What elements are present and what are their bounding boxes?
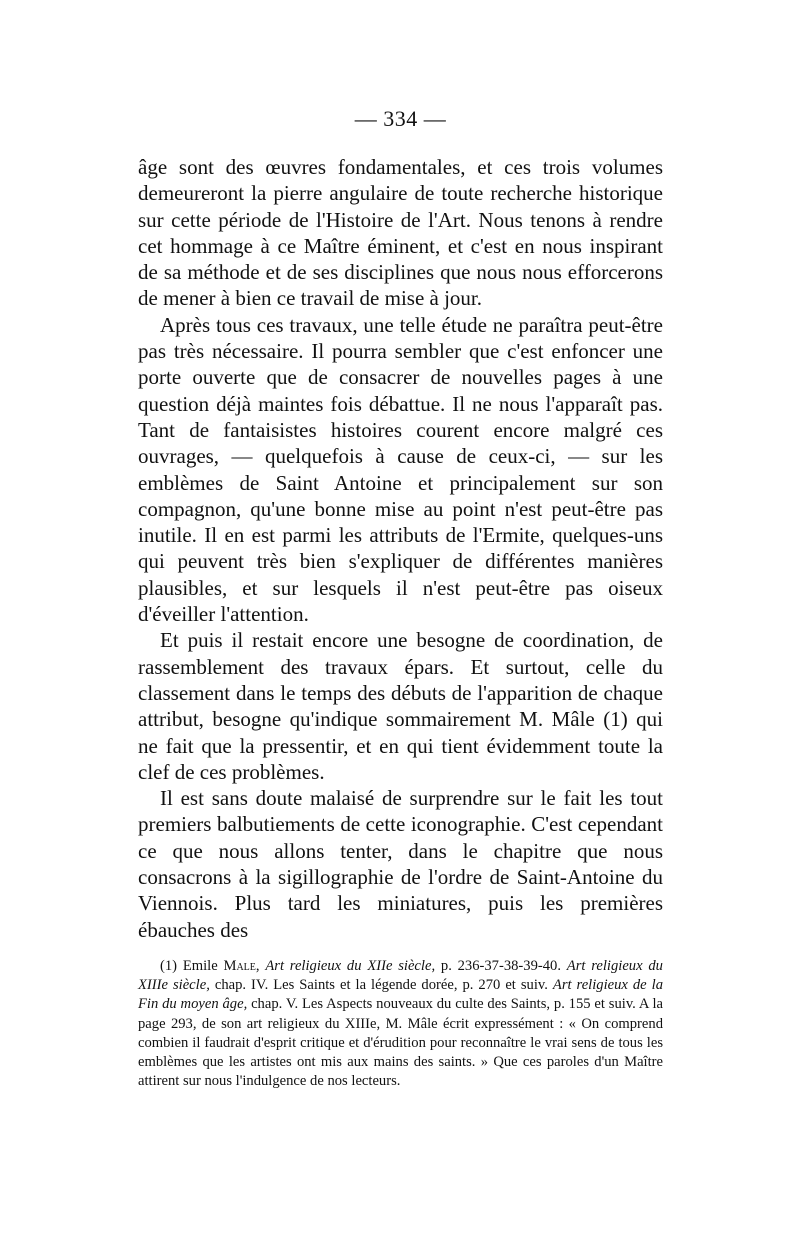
footnotes	[138, 957, 663, 1091]
body-text	[138, 154, 663, 943]
footnote-author-last: Male,	[223, 957, 260, 974]
footnote-marker: (1)	[160, 957, 178, 974]
footnote-title-3: Art religieux de la Fin du moyen âge,	[138, 977, 664, 1013]
paragraph-3: Et puis il restait encore une besogne de coordination, de rassemblement des travaux épars. Et surtout, celle du classement dans le temps des débuts de l'apparition de chaque attribut, besogne qu'indique sommairement M. Mâle (1) qui ne fait que la pressentir, et en qui tient évidemment toute la clef de ces problèmes.	[138, 628, 663, 784]
paragraph-2: Après tous ces travaux, une telle étude ne paraîtra peut-être pas très nécessaire. Il pourra sembler que c'est enfoncer une porte ouverte que de consacrer de nouvelles pages à une question déjà maintes fois débattue. Il ne nous l'apparaît pas. Tant de fantaisistes histoires courent encore malgré ces ouvrages, — quelquefois à cause de ceux-ci, — sur les emblèmes de Saint Antoine et principalement sur son compagnon, qu'une bonne mise au point n'est peut-être pas inutile. Il en est parmi les attributs de l'Ermite, quelques-uns qui peuvent très bien s'expliquer de différentes manières plausibles, et sur lesquels il n'est peut-être pas oiseux d'éveiller l'attention.	[138, 312, 663, 627]
footnote-author-first: Emile	[182, 957, 218, 974]
page-number: — 334 —	[354, 106, 447, 131]
footnote-segment-1: p. 236-37-38-39-40.	[440, 957, 561, 974]
footnote-title-2: Art religieux du XIIIe siècle,	[138, 957, 663, 994]
paragraph-4: Il est sans doute malaisé de surprendre sur le fait les tout premiers balbutiements de cette iconographie. C'est cependant ce que nous allons tenter, dans le chapitre que nous consacrons à la sigillographie de l'ordre de Saint-Antoine du Viennois. Plus tard les miniatures, puis les premières ébauches des	[138, 786, 663, 942]
footnote-1	[138, 957, 663, 1091]
footnote-segment-2: chap. IV. Les Saints et la légende dorée, p. 270 et suiv.	[214, 977, 548, 994]
footnote-segment-3: chap. V. Les Aspects nouveaux du culte des Saints, p. 155 et suiv. A la page 293, de son art religieux du XIIIe, M. Mâle écrit expressément : « On comprend combien il faudrait d'esprit critique et d'érudition pour reconnaître le vrai sens de tous les emblèmes que les artistes ont mis aux mains des saints. » Que ces paroles d'un Maître attirent sur nous l'indulgence de nos lecteurs.	[138, 996, 663, 1090]
paragraph-1: âge sont des œuvres fondamentales, et ces trois volumes demeureront la pierre angulaire de toute recherche historique sur cette période de l'Histoire de l'Art. Nous tenons à rendre cet hommage à ce Maître éminent, et c'est en nous inspirant de sa méthode et de ses disciplines que nous nous efforcerons de mener à bien ce travail de mise à jour.	[138, 155, 663, 311]
footnote-title-1: Art religieux du XIIe siècle,	[265, 957, 436, 974]
page	[138, 106, 663, 1091]
